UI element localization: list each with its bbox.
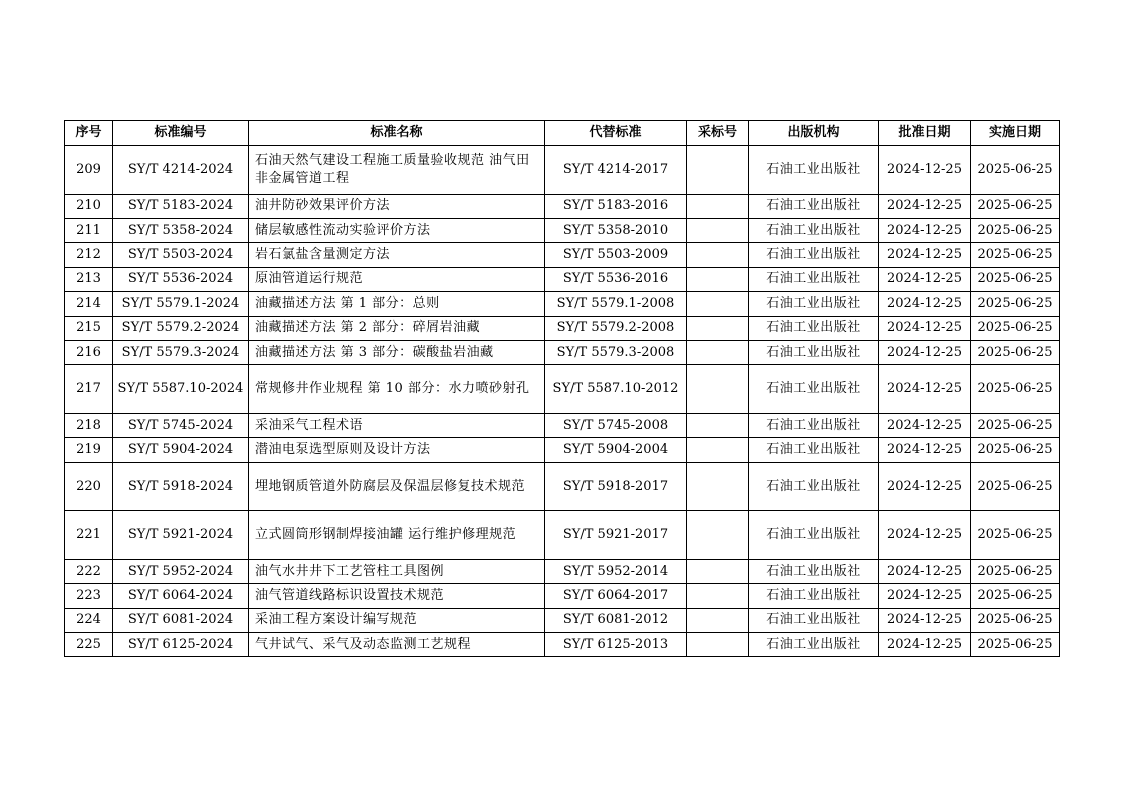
table-row (65, 365, 1060, 414)
cell-adoption-no (687, 146, 749, 195)
table-row (65, 462, 1060, 511)
cell-approval-date: 2024-12-25 (879, 218, 971, 242)
cell-publisher: 石油工业出版社 (749, 584, 879, 608)
cell-effective-date: 2025-06-25 (971, 292, 1060, 316)
cell-approval-date: 2024-12-25 (879, 608, 971, 632)
cell-replaces: SY/T 5745-2008 (545, 413, 687, 437)
cell-standard-code: SY/T 5918-2024 (113, 462, 249, 511)
cell-approval-date: 2024-12-25 (879, 559, 971, 583)
cell-adoption-no (687, 292, 749, 316)
cell-effective-date: 2025-06-25 (971, 511, 1060, 560)
cell-approval-date: 2024-12-25 (879, 146, 971, 195)
cell-adoption-no (687, 462, 749, 511)
cell-publisher: 石油工业出版社 (749, 218, 879, 242)
cell-publisher: 石油工业出版社 (749, 292, 879, 316)
header-standard-name: 标准名称 (249, 121, 545, 146)
cell-effective-date: 2025-06-25 (971, 559, 1060, 583)
cell-standard-code: SY/T 5579.2-2024 (113, 316, 249, 340)
cell-replaces: SY/T 4214-2017 (545, 146, 687, 195)
cell-publisher: 石油工业出版社 (749, 413, 879, 437)
table-row (65, 243, 1060, 267)
table-row (65, 340, 1060, 364)
cell-standard-code: SY/T 4214-2024 (113, 146, 249, 195)
cell-serial-no: 220 (65, 462, 113, 511)
cell-approval-date: 2024-12-25 (879, 316, 971, 340)
table-row (65, 413, 1060, 437)
cell-standard-name: 立式圆筒形钢制焊接油罐 运行维护修理规范 (249, 511, 545, 560)
cell-serial-no: 222 (65, 559, 113, 583)
cell-adoption-no (687, 559, 749, 583)
cell-replaces: SY/T 5921-2017 (545, 511, 687, 560)
header-replaces: 代替标准 (545, 121, 687, 146)
cell-standard-name: 采油采气工程术语 (249, 413, 545, 437)
cell-standard-name: 潜油电泵选型原则及设计方法 (249, 438, 545, 462)
cell-serial-no: 221 (65, 511, 113, 560)
cell-approval-date: 2024-12-25 (879, 194, 971, 218)
cell-approval-date: 2024-12-25 (879, 438, 971, 462)
cell-publisher: 石油工业出版社 (749, 365, 879, 414)
cell-approval-date: 2024-12-25 (879, 584, 971, 608)
cell-standard-name: 油气管道线路标识设置技术规范 (249, 584, 545, 608)
cell-standard-code: SY/T 6081-2024 (113, 608, 249, 632)
cell-replaces: SY/T 6064-2017 (545, 584, 687, 608)
cell-standard-code: SY/T 5503-2024 (113, 243, 249, 267)
header-row (65, 121, 1060, 146)
cell-effective-date: 2025-06-25 (971, 633, 1060, 657)
cell-standard-name: 油藏描述方法 第 1 部分：总则 (249, 292, 545, 316)
cell-standard-name: 采油工程方案设计编写规范 (249, 608, 545, 632)
cell-approval-date: 2024-12-25 (879, 633, 971, 657)
table-row (65, 218, 1060, 242)
cell-standard-name: 岩石氯盐含量测定方法 (249, 243, 545, 267)
cell-effective-date: 2025-06-25 (971, 413, 1060, 437)
cell-effective-date: 2025-06-25 (971, 194, 1060, 218)
cell-replaces: SY/T 5904-2004 (545, 438, 687, 462)
cell-serial-no: 213 (65, 267, 113, 291)
standards-table (64, 120, 1060, 657)
cell-effective-date: 2025-06-25 (971, 267, 1060, 291)
cell-approval-date: 2024-12-25 (879, 292, 971, 316)
cell-standard-name: 油藏描述方法 第 3 部分：碳酸盐岩油藏 (249, 340, 545, 364)
cell-publisher: 石油工业出版社 (749, 608, 879, 632)
table-header (65, 121, 1060, 146)
cell-effective-date: 2025-06-25 (971, 462, 1060, 511)
cell-standard-code: SY/T 5921-2024 (113, 511, 249, 560)
cell-effective-date: 2025-06-25 (971, 438, 1060, 462)
cell-standard-name: 储层敏感性流动实验评价方法 (249, 218, 545, 242)
header-serial-no: 序号 (65, 121, 113, 146)
cell-adoption-no (687, 340, 749, 364)
cell-serial-no: 215 (65, 316, 113, 340)
cell-approval-date: 2024-12-25 (879, 462, 971, 511)
cell-standard-code: SY/T 5904-2024 (113, 438, 249, 462)
cell-effective-date: 2025-06-25 (971, 584, 1060, 608)
header-standard-code: 标准编号 (113, 121, 249, 146)
cell-serial-no: 216 (65, 340, 113, 364)
cell-adoption-no (687, 413, 749, 437)
cell-publisher: 石油工业出版社 (749, 340, 879, 364)
header-publisher: 出版机构 (749, 121, 879, 146)
cell-serial-no: 209 (65, 146, 113, 195)
table-row (65, 559, 1060, 583)
cell-replaces: SY/T 5579.2-2008 (545, 316, 687, 340)
cell-publisher: 石油工业出版社 (749, 267, 879, 291)
table-row (65, 316, 1060, 340)
cell-publisher: 石油工业出版社 (749, 462, 879, 511)
table-row (65, 438, 1060, 462)
cell-replaces: SY/T 6081-2012 (545, 608, 687, 632)
cell-effective-date: 2025-06-25 (971, 365, 1060, 414)
cell-adoption-no (687, 218, 749, 242)
cell-adoption-no (687, 194, 749, 218)
cell-replaces: SY/T 5579.1-2008 (545, 292, 687, 316)
header-approval-date: 批准日期 (879, 121, 971, 146)
cell-publisher: 石油工业出版社 (749, 146, 879, 195)
cell-replaces: SY/T 5579.3-2008 (545, 340, 687, 364)
cell-serial-no: 214 (65, 292, 113, 316)
cell-replaces: SY/T 5918-2017 (545, 462, 687, 511)
cell-standard-code: SY/T 6064-2024 (113, 584, 249, 608)
cell-adoption-no (687, 608, 749, 632)
cell-publisher: 石油工业出版社 (749, 511, 879, 560)
cell-standard-name: 油气水井井下工艺管柱工具图例 (249, 559, 545, 583)
cell-serial-no: 224 (65, 608, 113, 632)
cell-approval-date: 2024-12-25 (879, 413, 971, 437)
cell-serial-no: 223 (65, 584, 113, 608)
cell-effective-date: 2025-06-25 (971, 316, 1060, 340)
cell-approval-date: 2024-12-25 (879, 243, 971, 267)
cell-effective-date: 2025-06-25 (971, 146, 1060, 195)
header-adoption-no: 采标号 (687, 121, 749, 146)
cell-standard-name: 埋地钢质管道外防腐层及保温层修复技术规范 (249, 462, 545, 511)
cell-adoption-no (687, 243, 749, 267)
cell-effective-date: 2025-06-25 (971, 340, 1060, 364)
cell-publisher: 石油工业出版社 (749, 559, 879, 583)
cell-serial-no: 219 (65, 438, 113, 462)
cell-replaces: SY/T 6125-2013 (545, 633, 687, 657)
cell-replaces: SY/T 5358-2010 (545, 218, 687, 242)
cell-adoption-no (687, 584, 749, 608)
cell-standard-code: SY/T 5579.1-2024 (113, 292, 249, 316)
cell-standard-name: 原油管道运行规范 (249, 267, 545, 291)
cell-effective-date: 2025-06-25 (971, 608, 1060, 632)
cell-approval-date: 2024-12-25 (879, 340, 971, 364)
cell-serial-no: 211 (65, 218, 113, 242)
cell-standard-code: SY/T 6125-2024 (113, 633, 249, 657)
cell-publisher: 石油工业出版社 (749, 633, 879, 657)
cell-serial-no: 212 (65, 243, 113, 267)
cell-serial-no: 217 (65, 365, 113, 414)
table-row (65, 608, 1060, 632)
table-row (65, 194, 1060, 218)
cell-replaces: SY/T 5952-2014 (545, 559, 687, 583)
cell-adoption-no (687, 316, 749, 340)
cell-replaces: SY/T 5587.10-2012 (545, 365, 687, 414)
table-row (65, 633, 1060, 657)
cell-standard-code: SY/T 5579.3-2024 (113, 340, 249, 364)
table-row (65, 511, 1060, 560)
cell-standard-code: SY/T 5358-2024 (113, 218, 249, 242)
cell-effective-date: 2025-06-25 (971, 218, 1060, 242)
cell-standard-name: 常规修井作业规程 第 10 部分：水力喷砂射孔 (249, 365, 545, 414)
cell-adoption-no (687, 511, 749, 560)
cell-publisher: 石油工业出版社 (749, 194, 879, 218)
cell-adoption-no (687, 438, 749, 462)
cell-standard-name: 油井防砂效果评价方法 (249, 194, 545, 218)
cell-standard-name: 石油天然气建设工程施工质量验收规范 油气田非金属管道工程 (249, 146, 545, 195)
table-body (65, 146, 1060, 657)
cell-standard-code: SY/T 5952-2024 (113, 559, 249, 583)
cell-serial-no: 225 (65, 633, 113, 657)
table-row (65, 584, 1060, 608)
cell-publisher: 石油工业出版社 (749, 438, 879, 462)
cell-replaces: SY/T 5183-2016 (545, 194, 687, 218)
cell-effective-date: 2025-06-25 (971, 243, 1060, 267)
cell-publisher: 石油工业出版社 (749, 243, 879, 267)
cell-approval-date: 2024-12-25 (879, 365, 971, 414)
cell-standard-name: 油藏描述方法 第 2 部分：碎屑岩油藏 (249, 316, 545, 340)
cell-adoption-no (687, 365, 749, 414)
header-effective-date: 实施日期 (971, 121, 1060, 146)
cell-adoption-no (687, 267, 749, 291)
table-row (65, 292, 1060, 316)
cell-replaces: SY/T 5536-2016 (545, 267, 687, 291)
cell-standard-code: SY/T 5587.10-2024 (113, 365, 249, 414)
table-row (65, 267, 1060, 291)
cell-replaces: SY/T 5503-2009 (545, 243, 687, 267)
cell-serial-no: 210 (65, 194, 113, 218)
cell-publisher: 石油工业出版社 (749, 316, 879, 340)
cell-serial-no: 218 (65, 413, 113, 437)
table-row (65, 146, 1060, 195)
cell-standard-code: SY/T 5183-2024 (113, 194, 249, 218)
cell-approval-date: 2024-12-25 (879, 511, 971, 560)
cell-standard-code: SY/T 5745-2024 (113, 413, 249, 437)
cell-standard-code: SY/T 5536-2024 (113, 267, 249, 291)
cell-approval-date: 2024-12-25 (879, 267, 971, 291)
cell-standard-name: 气井试气、采气及动态监测工艺规程 (249, 633, 545, 657)
cell-adoption-no (687, 633, 749, 657)
